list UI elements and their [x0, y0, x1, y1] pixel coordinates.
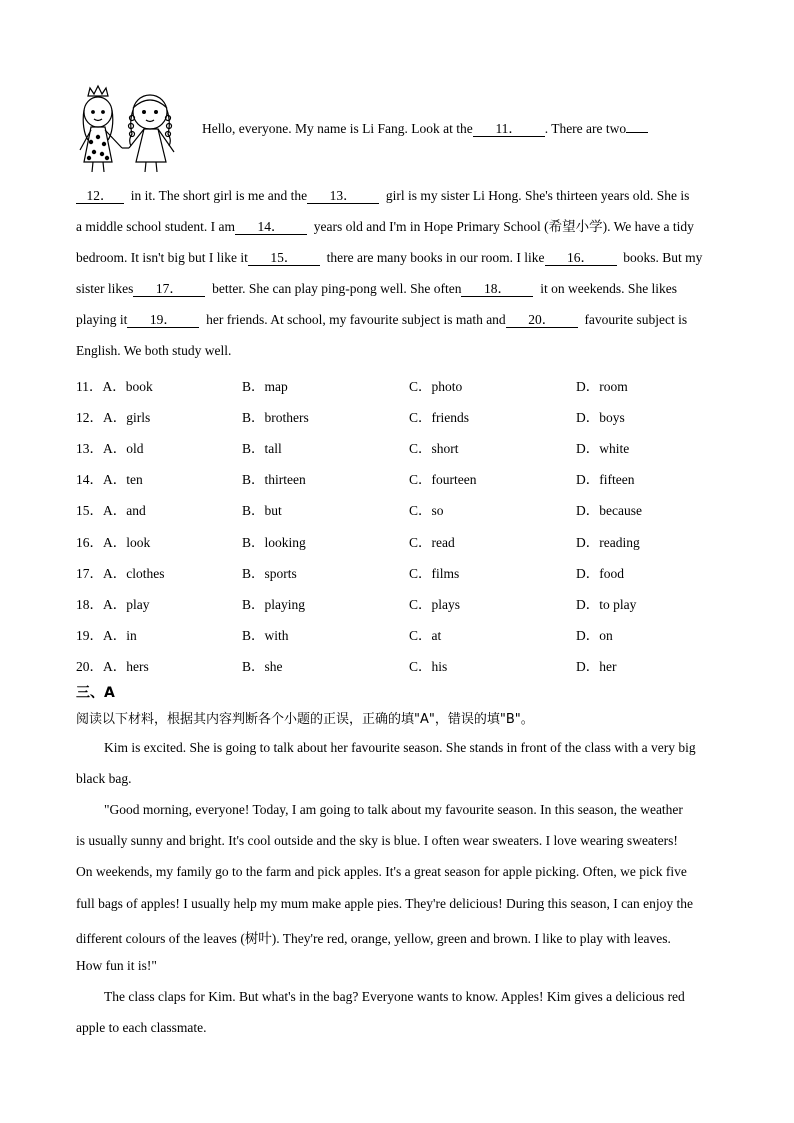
passage-text: girl is my sister Li Hong. She's thirteen years old. She is [385, 188, 690, 203]
option-c[interactable]: C．short [409, 441, 459, 456]
two-girls-illustration [74, 82, 202, 174]
option-c[interactable]: C．photo [409, 379, 463, 394]
option-b[interactable]: B．thirteen [242, 472, 306, 487]
blank-12[interactable]: 12． [76, 188, 124, 204]
section-instruction: 阅读以下材料，根据其内容判断各个小题的正误，正确的填"A"，错误的填"B"。 [76, 712, 534, 727]
question-row-20 [76, 655, 716, 674]
option-d[interactable]: D．because [576, 503, 642, 518]
blank-19[interactable]: 19． [127, 312, 199, 328]
option-a[interactable]: 16．A．look [76, 535, 151, 550]
passage-line-6 [76, 312, 687, 328]
passage-line-4 [76, 250, 702, 266]
reading-line: apple to each classmate. [76, 1020, 207, 1035]
option-d[interactable]: D．to play [576, 597, 637, 612]
passage-text: Hello, everyone. My name is Li Fang. Look at the [202, 121, 473, 136]
blank-11[interactable]: 11． [473, 121, 545, 137]
option-c[interactable]: C．read [409, 535, 455, 550]
blank-16[interactable]: 16． [545, 250, 617, 266]
reading-line: The class claps for Kim. But what's in the bag? Everyone wants to know. Apples! Kim gives a delicious red [104, 989, 685, 1004]
passage-text: there are many books in our room. I like [326, 250, 545, 265]
option-d[interactable]: D．her [576, 659, 617, 674]
option-c[interactable]: C．films [409, 566, 460, 581]
option-d[interactable]: D．food [576, 566, 624, 581]
blank-13[interactable]: 13． [307, 188, 379, 204]
passage-text: . There are two [544, 121, 627, 136]
passage-text: books. But my [623, 250, 703, 265]
option-a[interactable]: 13．A．old [76, 441, 144, 456]
passage-text: bedroom. It isn't big but I like it [76, 250, 248, 265]
passage-line-7 [76, 343, 231, 359]
option-b[interactable]: B．with [242, 628, 289, 643]
option-c[interactable]: C．plays [409, 597, 461, 612]
option-d[interactable]: D．on [576, 628, 613, 643]
passage-text: favourite subject is [584, 312, 688, 327]
blank-18[interactable]: 18． [461, 281, 533, 297]
reading-line: black bag. [76, 771, 132, 786]
reading-line: full bags of apples! I usually help my mum make apple pies. They're delicious! During this season, I can enjoy the [76, 896, 694, 911]
blank-14[interactable]: 14． [235, 219, 307, 235]
question-row-13 [76, 437, 716, 456]
option-c[interactable]: C．so [409, 503, 444, 518]
blank-17[interactable]: 17． [133, 281, 205, 297]
question-row-12 [76, 406, 716, 425]
option-b[interactable]: B．but [242, 503, 282, 518]
passage-text: her friends. At school, my favourite subject is math and [206, 312, 506, 327]
question-row-18 [76, 593, 716, 612]
passage-text: it on weekends. She likes [540, 281, 678, 296]
option-a[interactable]: 12．A．girls [76, 410, 151, 425]
option-a[interactable]: 14．A．ten [76, 472, 143, 487]
section-heading: 三、A [76, 685, 115, 701]
passage-line-3 [76, 219, 694, 235]
reading-line: different colours of the leaves (树叶). They're red, orange, yellow, green and brown. I like to play with leaves. [76, 931, 671, 946]
option-d[interactable]: D．fifteen [576, 472, 635, 487]
option-d[interactable]: D．room [576, 379, 628, 394]
option-d[interactable]: D．white [576, 441, 630, 456]
option-a[interactable]: 18．A．play [76, 597, 150, 612]
passage-text: in it. The short girl is me and the [130, 188, 308, 203]
question-row-16 [76, 531, 716, 550]
option-c[interactable]: C．his [409, 659, 448, 674]
option-c[interactable]: C．fourteen [409, 472, 477, 487]
option-b[interactable]: B．brothers [242, 410, 309, 425]
option-d[interactable]: D．reading [576, 535, 640, 550]
option-a[interactable]: 11．A．book [76, 379, 153, 394]
question-row-15 [76, 499, 716, 518]
reading-line: "Good morning, everyone! Today, I am going to talk about my favourite season. In this season, the weather [104, 802, 683, 817]
reading-line: On weekends, my family go to the farm and pick apples. It's a great season for apple picking. Often, we pick five [76, 864, 687, 879]
reading-line: is usually sunny and bright. It's cool outside and the sky is blue. I often wear sweaters. I love wearing sweaters! [76, 833, 678, 848]
reading-line: How fun it is!" [76, 958, 157, 973]
passage-text: better. She can play ping-pong well. She often [212, 281, 462, 296]
passage-line-5 [76, 281, 677, 297]
passage-text: sister likes [76, 281, 134, 296]
option-c[interactable]: C．at [409, 628, 442, 643]
option-d[interactable]: D．boys [576, 410, 625, 425]
option-b[interactable]: B．map [242, 379, 288, 394]
blank-20[interactable]: 20． [506, 312, 578, 328]
question-row-19 [76, 624, 716, 643]
blank-15[interactable]: 15． [248, 250, 320, 266]
option-c[interactable]: C．friends [409, 410, 469, 425]
passage-text: playing it [76, 312, 128, 327]
question-row-11 [76, 375, 716, 394]
question-row-17 [76, 562, 716, 581]
option-b[interactable]: B．tall [242, 441, 282, 456]
reading-line: Kim is excited. She is going to talk about her favourite season. She stands in front of the class with a very big [104, 740, 696, 755]
passage-text: years old and I'm in Hope Primary School (希望小学). We have a tidy [313, 219, 694, 234]
option-a[interactable]: 17．A．clothes [76, 566, 165, 581]
question-row-14 [76, 468, 716, 487]
passage-text: a middle school student. I am [76, 219, 235, 234]
passage-text: English. We both study well. [76, 343, 232, 358]
option-b[interactable]: B．sports [242, 566, 297, 581]
option-a[interactable]: 20．A．hers [76, 659, 149, 674]
option-b[interactable]: B．looking [242, 535, 306, 550]
passage-line-2 [76, 188, 689, 204]
blank-12-start[interactable] [626, 132, 648, 133]
option-a[interactable]: 19．A．in [76, 628, 137, 643]
option-b[interactable]: B．she [242, 659, 283, 674]
option-b[interactable]: B．playing [242, 597, 305, 612]
option-a[interactable]: 15．A．and [76, 503, 146, 518]
passage-line-1 [202, 121, 648, 137]
